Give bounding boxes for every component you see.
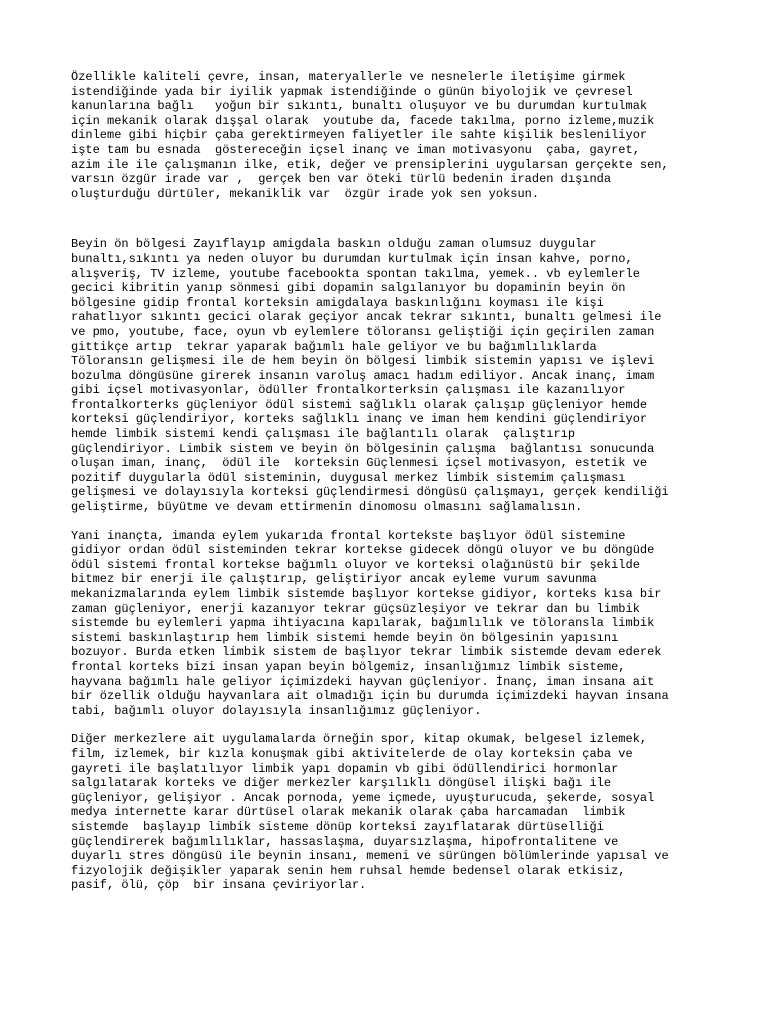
paragraph-gap	[71, 718, 711, 732]
paragraph-3: Yani inançta, imanda eylem yukarıda frontal kortekste başlıyor ödül sistemine gidiyor ordan ödül sisteminden tekrar kortekse gidecek döngü oluyor ve bu döngüde ödül sistemi frontal kortekse bağımlı oluyor ve korteksi olağınüstü bir şekilde bitmez bir enerji ile çalıştırıp, geliştiriyor ancak eyleme vurum savunma mekanizmalarında eylem limbik sistemde başlıyor kortekse gidiyor, korteks kısa bir zaman güçleniyor, enerji kazanıyor tekrar güçsüzleşiyor ve tekrar dan bu limbik sistemde bu eylemleri yapma ihtiyacına kapılarak, bağımlılık ve töloransla limbik sistemi baskınlaştırıp hem limbik sistemi hemde beyin ön bölgesinin yapısını bozuyor. Burda etken limbik sistem de başlıyor tekrar limbik sistemde devam ederek frontal korteks bizi insan yapan beyin bölgemiz, insanlığımız limbik sisteme, hayvana bağımlı hale geliyor içimizdeki hayvan güçleniyor. İnanç, iman insana ait bir özellik olduğu hayvanlara ait olmadığı için bu durumda içimizdeki hayvan insana tabi, bağımlı oluyor dolayısıyla insanlığımız güçleniyor.	[71, 528, 669, 718]
document-page	[71, 70, 711, 893]
paragraph-2: Beyin ön bölgesi Zayıflayıp amigdala baskın olduğu zaman olumsuz duygular bunaltı,sıkıntı ya neden oluyor bu durumdan kurtulmak için insan kahve, porno, alışveriş, TV izleme, youtube facebookta spontan takılma, yemek.. vb eylemlerle gecici kibritin yanıp sönmesi gibi dopamin salgılanıyor bu dopaminin beyin ön bölgesine gidip frontal korteksin amigdalaya baskınlığını koyması ile kişi rahatlıyor sıkıntı gecici olarak geçiyor ancak tekrar sıkıntı, bunaltı gelmesi ile ve pmo, youtube, face, oyun vb eylemlere töloransı geliştiği için geçirilen zaman gittikçe artıp tekrar yaparak bağımlı hale geliyor ve bu bağımlılıklarda Töloransın gelişmesi ile de hem beyin ön bölgesi limbik sistemin yapısı ve işlevi bozulma döngüsüne girerek insanın varoluş amacı hadım ediliyor. Ancak inanç, imam gibi içsel motivasyonlar, ödüller frontalkorterksin çalışması ile kazanılıyor frontalkorterks güçleniyor ödül sistemi sağlıklı olarak çalışıp güçleniyor hemde korteksi güçlendiriyor, korteks sağlıklı inanç ve iman hem kendini güçlendiriyor hemde limbik sistemi kendi çalışması ile bağlantılı olarak çalıştırıp güçlendiriyor. Limbik sistem ve beyin ön bölgesinin çalışma bağlantısı sonucunda oluşan iman, inanç, ödül ile korteksin Güçlenmesi içsel motivasyon, estetik ve pozitif duygularla ödül sisteminin, duygusal merkez limbik sistemim çalışması gelişmesi ve dolayısıyla korteksi güçlendirmesi döngüsü çalışmayı, gerçek kendiliği geliştirme, büyütme ve devam ettirmenin dinomosu olmasını sağlamalısın.	[71, 237, 669, 515]
paragraph-gap	[71, 515, 711, 529]
paragraph-gap	[71, 201, 711, 237]
paragraph-1: Özellikle kaliteli çevre, insan, materyallerle ve nesnelerle iletişime girmek istendiğinde yada bir iyilik yapmak istendiğinde o günün biyolojik ve çevresel kanunlarına bağlı yoğun bir sıkıntı, bunaltı oluşuyor ve bu durumdan kurtulmak için mekanik olarak dışşal olarak youtube da, facede takılma, porno izleme,muzik dinleme gibi hiçbir çaba gerektirmeyen faliyetler ile sahte kişilik besleniliyor işte tam bu esnada göstereceğin içsel inanç ve iman motivasyonu çaba, gayret, azim ile ile çalışmanın ilke, etik, değer ve prensiplerini uygularsan gerçekte sen, varsın özgür irade var , gerçek ben var öteki türlü bedenin iraden dışında oluşturduğu dürtüler, mekaniklik var özgür irade yok sen yoksun.	[71, 70, 669, 201]
paragraph-4: Diğer merkezlere ait uygulamalarda örneğin spor, kitap okumak, belgesel izlemek, film, izlemek, bir kızla konuşmak gibi aktivitelerde de olay korteksin çaba ve gayreti ile başlatılıyor limbik yapı dopamin vb gibi ödüllendirici hormonlar salgılatarak korteks ve diğer merkezler karşılıklı döngüsel ilişki bağı ile güçleniyor, gelişiyor . Ancak pornoda, yeme içmede, uyuşturucuda, şekerde, sosyal medya internette karar dürtüsel olarak mekanik olarak çaba harcamadan limbik sistemde başlayıp limbik sisteme dönüp korteksi zayıflatarak dürtüselliği güçlendirerek bağımlılıklar, hassaslaşma, duyarsızlaşma, hipofrontalitene ve duyarlı stres döngüsü ile beynin insanı, memeni ve sürüngen bölümlerinde yapısal ve fizyolojik değişikler yaparak senin hem ruhsal hemde bedensel olarak etkisiz, pasif, ölü, çöp bir insana çeviriyorlar.	[71, 732, 669, 893]
